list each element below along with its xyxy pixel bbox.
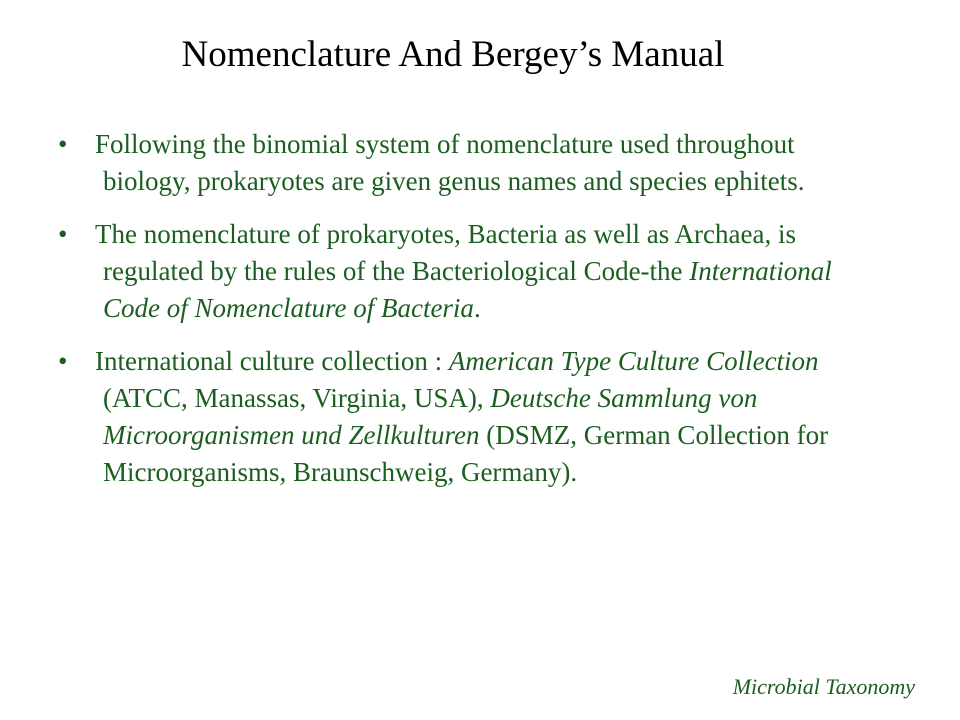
bullet-marker: •	[58, 219, 68, 249]
bullet-item-2	[58, 216, 878, 327]
bullet-text	[95, 126, 878, 200]
bullet-text-segment: .	[473, 293, 481, 323]
bullet-text-segment: The nomenclature of prokaryotes, Bacteria as well as Archaea, is regulated by the rules of the Bacteriological Code-the	[95, 219, 796, 286]
bullet-text-italic-segment: Deutsche Sammlung von Microorganismen und Zellkulturen	[103, 383, 758, 450]
bullet-marker: •	[58, 346, 68, 376]
bullet-text-segment: International culture collection :	[95, 346, 449, 376]
bullet-text-italic-segment: American Type Culture Collection	[448, 346, 819, 376]
bullet-list	[58, 126, 878, 507]
slide-title: Nomenclature And Bergey’s Manual	[181, 34, 725, 75]
bullet-item-1	[58, 126, 878, 200]
bullet-text-segment: Following the binomial system of nomenclature used throughout biology, prokaryotes are given genus names and species ephitets.	[95, 129, 805, 196]
bullet-text-segment: (DSMZ, German Collection for Microorganisms, Braunschweig, Germany).	[103, 420, 829, 487]
bullet-text	[95, 216, 878, 327]
slide-footer: Microbial Taxonomy	[732, 674, 915, 699]
bullet-text-segment: (ATCC, Manassas, Virginia, USA),	[103, 383, 491, 413]
bullet-marker: •	[58, 129, 68, 159]
bullet-text-italic-segment: International Code of Nomenclature of Bacteria	[103, 256, 832, 323]
bullet-item-3	[58, 343, 878, 491]
bullet-text	[95, 343, 878, 491]
